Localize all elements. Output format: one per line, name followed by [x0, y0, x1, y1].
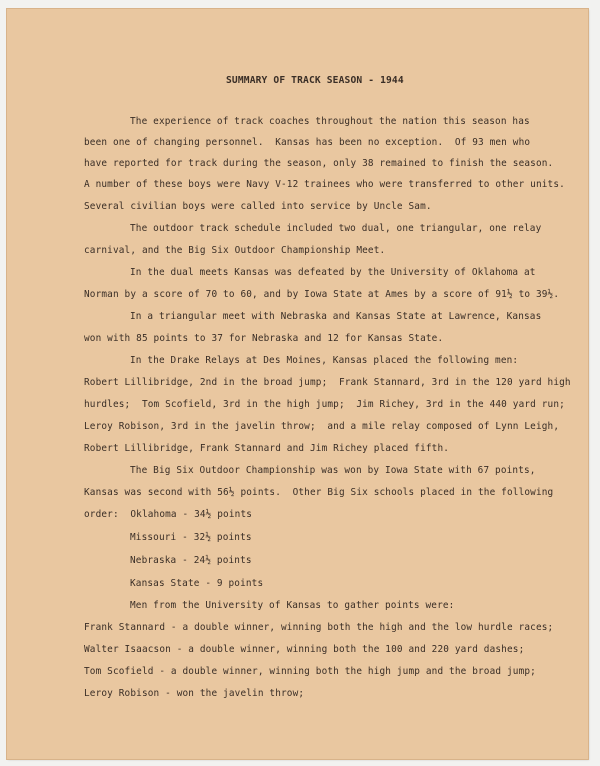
text-line: In the dual meets Kansas was defeated by the University of Oklahoma at — [130, 267, 536, 278]
text-line: The outdoor track schedule included two dual, one triangular, one relay — [130, 223, 542, 234]
text-line: Kansas State - 9 points — [130, 578, 264, 589]
text-line: Walter Isaacson - a double winner, winning both the 100 and 220 yard dashes; — [84, 644, 525, 655]
text-line: Several civilian boys were called into service by Uncle Sam. — [84, 201, 432, 212]
text-line: Kansas was second with 56½ points. Other Big Six schools placed in the following — [84, 487, 554, 498]
text-line: won with 85 points to 37 for Nebraska and 12 for Kansas State. — [84, 333, 444, 344]
text-line: Men from the University of Kansas to gather points were: — [130, 600, 455, 611]
page-title: SUMMARY OF TRACK SEASON - 1944 — [226, 75, 404, 86]
text-line: The Big Six Outdoor Championship was won by Iowa State with 67 points, — [130, 465, 536, 476]
text-line: Missouri - 32½ points — [130, 532, 252, 543]
text-line: Norman by a score of 70 to 60, and by Iowa State at Ames by a score of 91½ to 39½. — [84, 289, 560, 300]
text-line: In the Drake Relays at Des Moines, Kansas placed the following men: — [130, 355, 519, 366]
text-line: been one of changing personnel. Kansas has been no exception. Of 93 men who — [84, 137, 531, 148]
text-line: order: Oklahoma - 34½ points — [84, 509, 253, 520]
text-line: The experience of track coaches throughout the nation this season has — [130, 116, 530, 127]
text-line: Robert Lillibridge, Frank Stannard and Jim Richey placed fifth. — [84, 443, 450, 454]
text-line: In a triangular meet with Nebraska and Kansas State at Lawrence, Kansas — [130, 311, 542, 322]
text-line: A number of these boys were Navy V-12 trainees who were transferred to other units. — [84, 179, 565, 190]
text-line: Nebraska - 24½ points — [130, 555, 252, 566]
text-line: Robert Lillibridge, 2nd in the broad jump; Frank Stannard, 3rd in the 120 yard high — [84, 377, 571, 388]
text-line: Leroy Robison, 3rd in the javelin throw; and a mile relay composed of Lynn Leigh, — [84, 421, 560, 432]
text-line: hurdles; Tom Scofield, 3rd in the high jump; Jim Richey, 3rd in the 440 yard run; — [84, 399, 565, 410]
text-line: have reported for track during the season, only 38 remained to finish the season. — [84, 158, 554, 169]
text-line: Tom Scofield - a double winner, winning both the high jump and the broad jump; — [84, 666, 536, 677]
text-line: carnival, and the Big Six Outdoor Championship Meet. — [84, 245, 386, 256]
text-line: Frank Stannard - a double winner, winning both the high and the low hurdle races; — [84, 622, 554, 633]
text-line: Leroy Robison - won the javelin throw; — [84, 688, 305, 699]
